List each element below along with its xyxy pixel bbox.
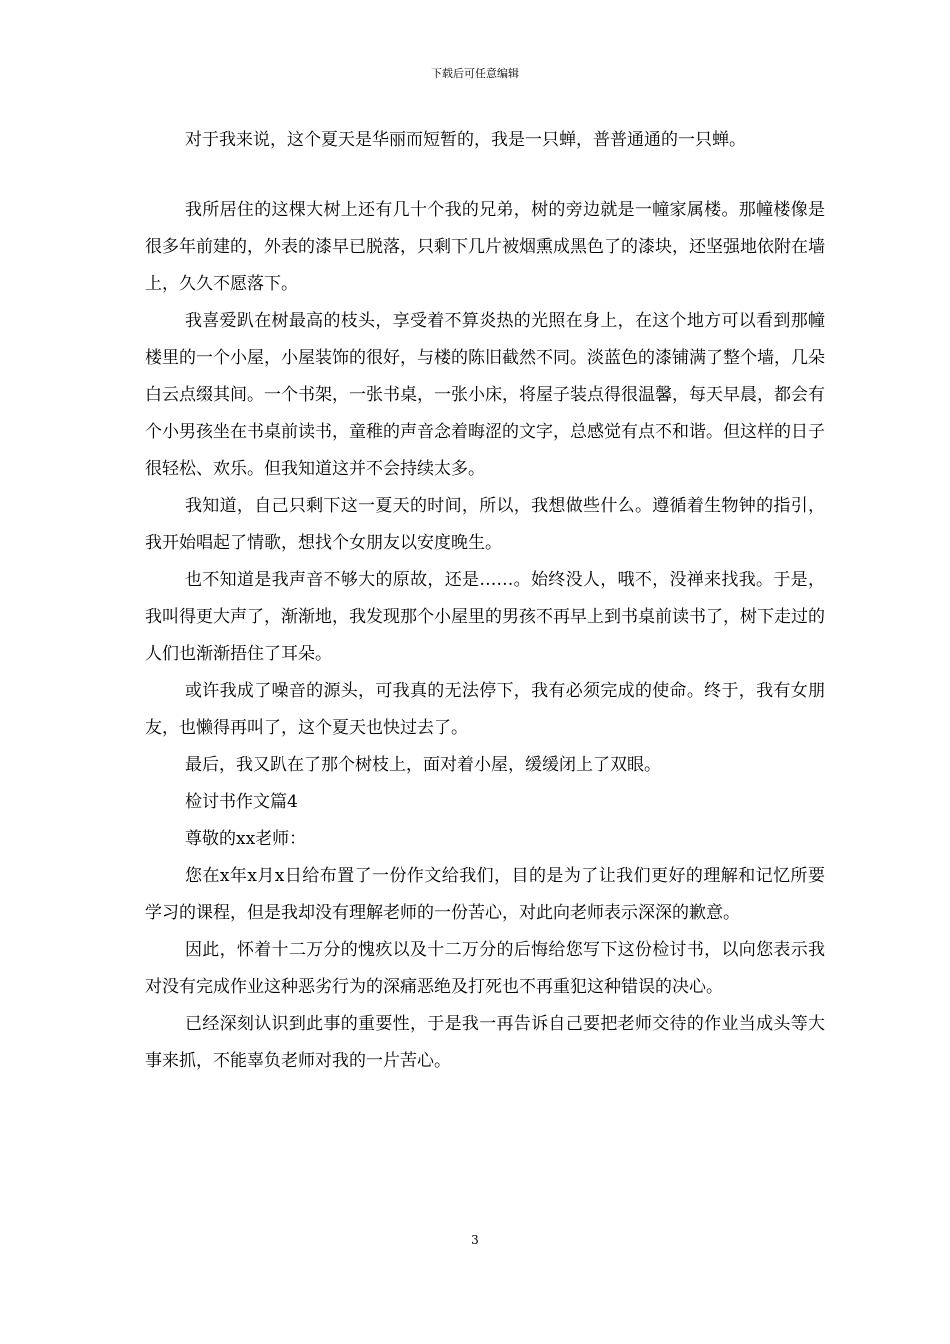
paragraph: 对于我来说，这个夏天是华丽而短暂的，我是一只蝉，普普通通的一只蝉。 [185,130,746,150]
page-header: 下载后可任意编辑 [431,67,519,80]
salutation: 尊敬的xx老师： [185,829,307,849]
paragraph: 我知道，自己只剩下这一夏天的时间，所以，我想做些什么。遵循着生物钟的指引，我开始唱起了情歌，想找个女朋友以安度晚生。 [145,496,825,553]
paragraph: 因此，怀着十二万分的愧疚以及十二万分的后悔给您写下这份检讨书，以向您表示我对没有完成作业这种恶劣行为的深痛恶绝及打死也不再重犯这种错误的决心。 [145,940,825,997]
paragraph: 您在x年x月x日给布置了一份作文给我们，目的是为了让我们更好的理解和记忆所要学习的课程，但是我却没有理解老师的一份苦心，对此向老师表示深深的歉意。 [145,866,825,923]
paragraph: 我喜爱趴在树最高的枝头，享受着不算炎热的光照在身上，在这个地方可以看到那幢楼里的一个小屋，小屋装饰的很好，与楼的陈旧截然不同。淡蓝色的漆铺满了整个墙，几朵白云点缀其间。一个书架，一张书桌，一张小床，将屋子装点得很温馨，每天早晨，都会有个小男孩坐在书桌前读书，童稚的声音念着晦涩的文字，总感觉有点不和谐。但这样的日子很轻松、欢乐。但我知道这并不会持续太多。 [145,311,825,479]
document-body [145,122,825,1080]
section-heading: 检讨书作文篇4 [185,792,298,812]
paragraph: 或许我成了噪音的源头，可我真的无法停下，我有必须完成的使命。终于，我有女朋友，也懒得再叫了，这个夏天也快过去了。 [145,681,825,738]
paragraph: 我所居住的这棵大树上还有几十个我的兄弟，树的旁边就是一幢家属楼。那幢楼像是很多年前建的，外表的漆早已脱落，只剩下几片被烟熏成黑色了的漆块，还坚强地依附在墙上，久久不愿落下。 [145,200,825,294]
paragraph: 已经深刻认识到此事的重要性，于是我一再告诉自己要把老师交待的作业当成头等大事来抓，不能辜负老师对我的一片苦心。 [145,1014,825,1071]
page-number: 3 [471,1233,479,1247]
paragraph: 最后，我又趴在了那个树枝上，面对着小屋，缓缓闭上了双眼。 [185,755,661,775]
paragraph: 也不知道是我声音不够大的原故，还是……。始终没人，哦不，没禅来找我。于是，我叫得更大声了，渐渐地，我发现那个小屋里的男孩不再早上到书桌前读书了，树下走过的人们也渐渐捂住了耳朵。 [145,570,825,664]
